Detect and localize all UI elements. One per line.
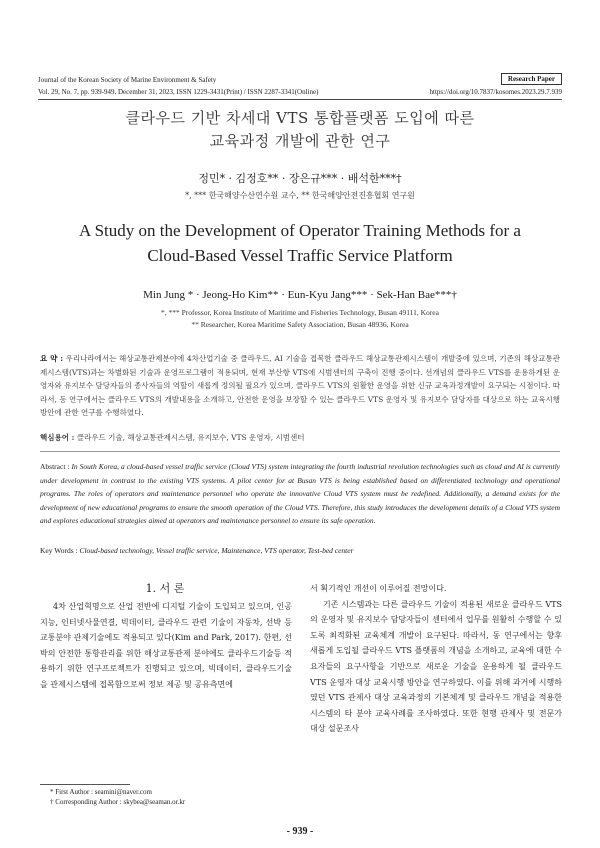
section-heading-introduction: 1. 서 론 [145, 582, 185, 595]
korean-title-line2: 교육과정 개발에 관한 연구 [209, 132, 391, 150]
english-affiliation-1: *, *** Professor, Korea Institute of Maritime and Fisheries Technology, Busan 49111, Korea [161, 308, 439, 317]
korean-abstract-text: 우리나라에서는 해상교통관제분야에 4차산업기술 중 클라우드, AI 기술을 접목한 클라우드 해상교통관제시스템이 개발중에 있으며, 기존의 해상교통관제시스템(VTS)과는 차별화된 기술과 운영프로그램이 적용되며, 현재 부산항 VTS에 시범센터의 구축이 진행 중이다. 선개념의 클라우드 VTS를 운용하게된 운영자와 유지보수 담당자들의 종사자들의 역할이 새롭게 정의될 필요가 있으며, 클라우드 VTS의 원활한 운영을 위한 신규 교육과정개발이 요구되는 시점이다. 따라서, 동 연구에서는 클라우드 VTS의 개발내용을 소개하고, 안전한 운영을 보장할 수 있는 클라우드 VTS 운영자 및 유지보수 담당자를 대상으로 하는 교육시행 방안에 관한 연구를 수행하였다. [40, 354, 560, 417]
english-abstract-text: In South Korea, a cloud-based vessel traffic service (Cloud VTS) system integrating the fourth industrial revolution technologies such as cloud and AI is currently under development in contrast to the existing VTS systems. A pilot center for at Busan VTS is being established based on differentiated technology and operational programs. The roles of operators and maintenance personnel who operate the innovative Cloud VTS system must be redefined. Additionally, a demand exists for the development of new educational programs to ensure the smooth operation of the Cloud VTS. Therefore, this study introduces the development details of a Cloud VTS system and explores educational strategies aimed at operators and maintenance personnel to ensure its safe operation. [40, 462, 560, 525]
footnote-first-author: * First Author : seamini@naver.com [50, 788, 152, 796]
korean-authors: 정민* · 김정호** · 장은규*** · 배석한***† [198, 172, 402, 185]
journal-volume-info: Vol. 29, No. 7, pp. 939-949, December 31, 2023, ISSN 1229-3431(Print) / ISSN 2287-3341(Online) [38, 88, 319, 96]
english-title-line2: Cloud-Based Vessel Traffic Service Platform [147, 246, 453, 265]
english-abstract [40, 460, 560, 528]
english-title-line1: A Study on the Development of Operator Training Methods for a [79, 221, 521, 240]
research-paper-badge: Research Paper [501, 73, 562, 85]
page-number: - 939 - [286, 826, 314, 837]
korean-keywords [40, 432, 305, 443]
header-rule [38, 99, 562, 100]
korean-affiliation: *, *** 한국해양수산연수원 교수, ** 한국해양안전진흥협회 연구원 [185, 191, 415, 200]
footnote-corresponding-author: † Corresponding Author : skybea@seaman.or.kr [50, 798, 186, 806]
body-right-first-line: 서 획기적인 개선이 이루어질 전망이다. [310, 584, 447, 593]
body-right-paragraph: 기존 시스템과는 다른 클라우드 기술이 적용된 새로운 클라우드 VTS의 운영자 및 유지보수 담당자들이 센터에서 업무를 원활히 수행할 수 있도록 최적화된 교육체계 개발이 요구된다. 따라서, 동 연구에서는 향후 새롭게 도입될 클라우드 VTS 플랫폼의 개념을 소개하고, 교육에 대한 수요자들의 요구사항을 기반으로 새로운 기술을 운용하게 될 클라우드 VTS 운영자 대상 교육시행 방안을 연구하였다. 이를 위해 과거에 시행하였던 VTS 관제사 대상 교육과정의 기본체계 및 클라우드 개념을 적용한 시스템의 타 분야 교육사례를 조사하였다. 또한 현행 관제사 및 전문가 대상 설문조사 [310, 599, 562, 734]
english-authors: Min Jung * · Jeong-Ho Kim** · Eun-Kyu Jang*** · Sek-Han Bae***† [143, 289, 457, 301]
korean-title-line1: 클라우드 기반 차세대 VTS 통합플랫폼 도입에 따른 [125, 109, 475, 127]
body-right-column [310, 581, 562, 737]
english-abstract-label: Abstract : [40, 462, 70, 471]
english-affiliation-2: ** Researcher, Korea Maritime Safety Association, Busan 48936, Korea [191, 320, 409, 329]
doi-link[interactable]: https://doi.org/10.7837/kosomes.2023.29.7.939 [429, 88, 562, 96]
korean-abstract [40, 352, 560, 420]
footnote-rule [40, 784, 130, 785]
english-keywords-label: Key Words : [40, 546, 78, 555]
korean-keywords-label: 핵심용어 : [40, 433, 75, 442]
english-keywords [40, 546, 354, 555]
abstract-divider [40, 451, 560, 452]
journal-name: Journal of the Korean Society of Marine Environment & Safety [38, 76, 217, 84]
english-keywords-text: Cloud-based technology, Vessel traffic service, Maintenance, VTS operator, Test-bed center [79, 546, 354, 555]
korean-abstract-label: 요 약 : [40, 354, 64, 363]
body-left-column: 4차 산업혁명으로 산업 전반에 디지털 기술이 도입되고 있으며, 인공지능, 인터넷사물연결, 빅데이터, 클라우드 관련 기술이 자동차, 선박 등 교통분야 관제기술에도 적용되고 있다(Kim and Park, 2017). 한편, 선박의 안전한 통항관리를 위한 해상교통관제 분야에도 클라우드기술등 적용하기 위한 연구프로젝트가 진행되고 있으며, 빅데이터, 클라우드기술을 관제시스템에 접목함으로써 정보 제공 및 공유측면에 [40, 602, 292, 689]
korean-keywords-text: 클라우드 기술, 해상교통관제시스템, 유지보수, VTS 운영자, 시범센터 [76, 433, 305, 442]
